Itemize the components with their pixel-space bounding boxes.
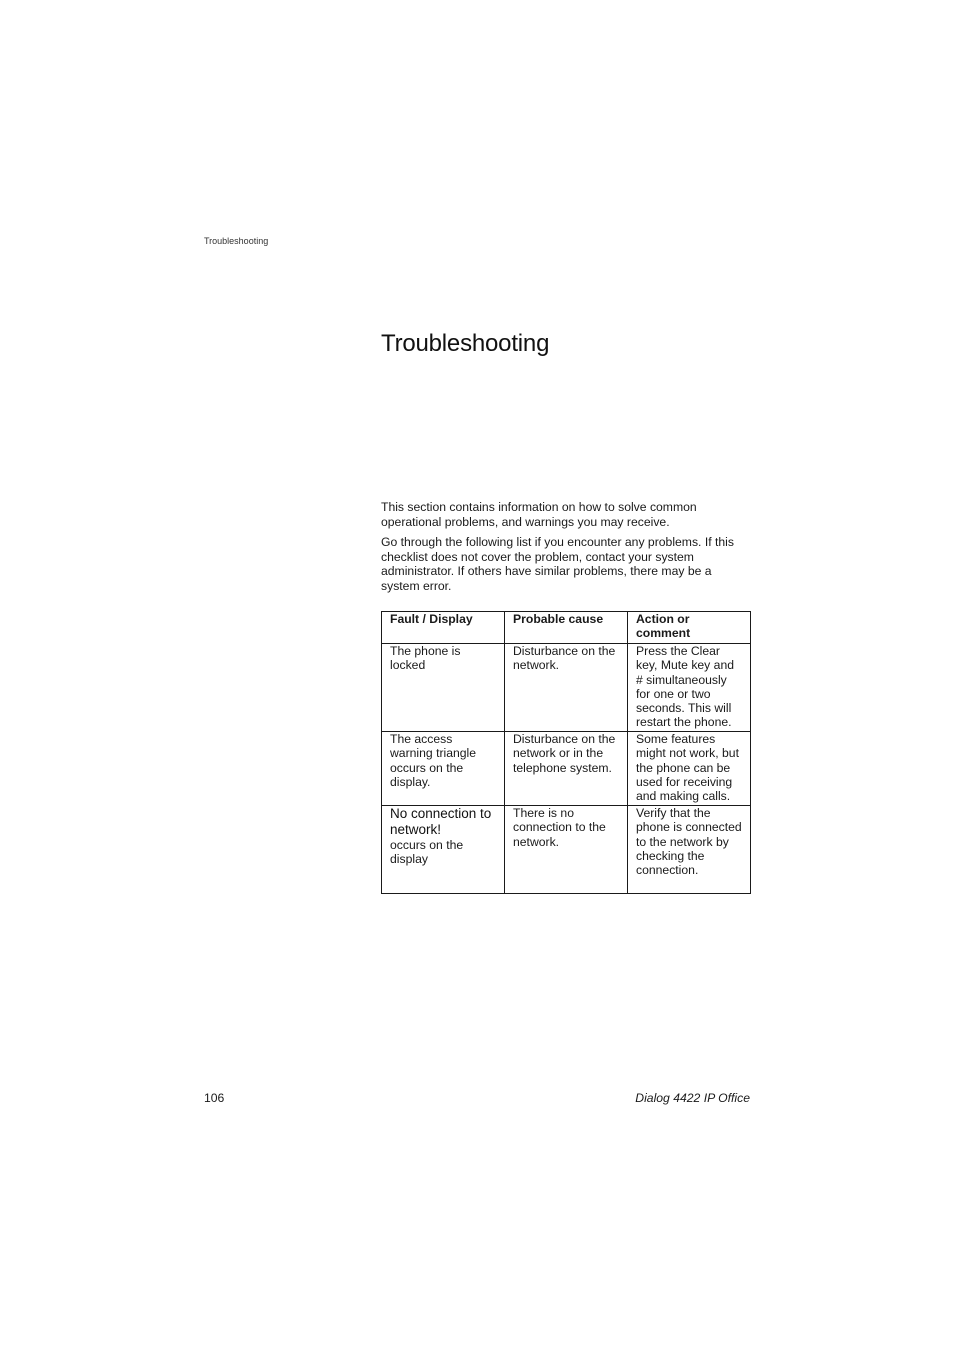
page-number: 106: [204, 1091, 225, 1105]
display-message: No connection to network!: [390, 806, 492, 837]
action-cell: Some features might not work, but the phone can be used for receiving and making calls.: [628, 732, 751, 806]
fault-cell: [382, 806, 505, 894]
action-cell: Verify that the phone is connected to the network by checking the connection.: [628, 806, 751, 894]
table-header-row: [382, 612, 751, 644]
table-row: [382, 732, 751, 806]
cause-cell: Disturbance on the network.: [505, 644, 628, 732]
intro-paragraph: This section contains information on how to solve common operational problems, and warnings you may receive.: [381, 500, 697, 529]
cause-cell: There is no connection to the network.: [505, 806, 628, 894]
fault-cell: The access warning triangle occurs on the display.: [382, 732, 505, 806]
action-cell: Press the Clear key, Mute key and # simultaneously for one or two seconds. This will restart the phone.: [628, 644, 751, 732]
intro-text: [381, 500, 751, 600]
troubleshooting-table: [381, 611, 751, 894]
table-row: [382, 644, 751, 732]
document-title: Dialog 4422 IP Office: [635, 1091, 750, 1105]
table-row: [382, 806, 751, 894]
column-header-fault: Fault / Display: [382, 612, 505, 644]
fault-cell: The phone is locked: [382, 644, 505, 732]
column-header-action: Action or comment: [628, 612, 751, 644]
fault-description: occurs on the display: [390, 838, 464, 867]
page-title: Troubleshooting: [381, 330, 550, 357]
column-header-cause: Probable cause: [505, 612, 628, 644]
instructions-paragraph: Go through the following list if you encounter any problems. If this checklist does not cover the problem, contact your system administrator. If others have similar problems, there may be a system error.: [381, 535, 734, 593]
cause-cell: Disturbance on the network or in the telephone system.: [505, 732, 628, 806]
running-header: Troubleshooting: [204, 236, 269, 246]
